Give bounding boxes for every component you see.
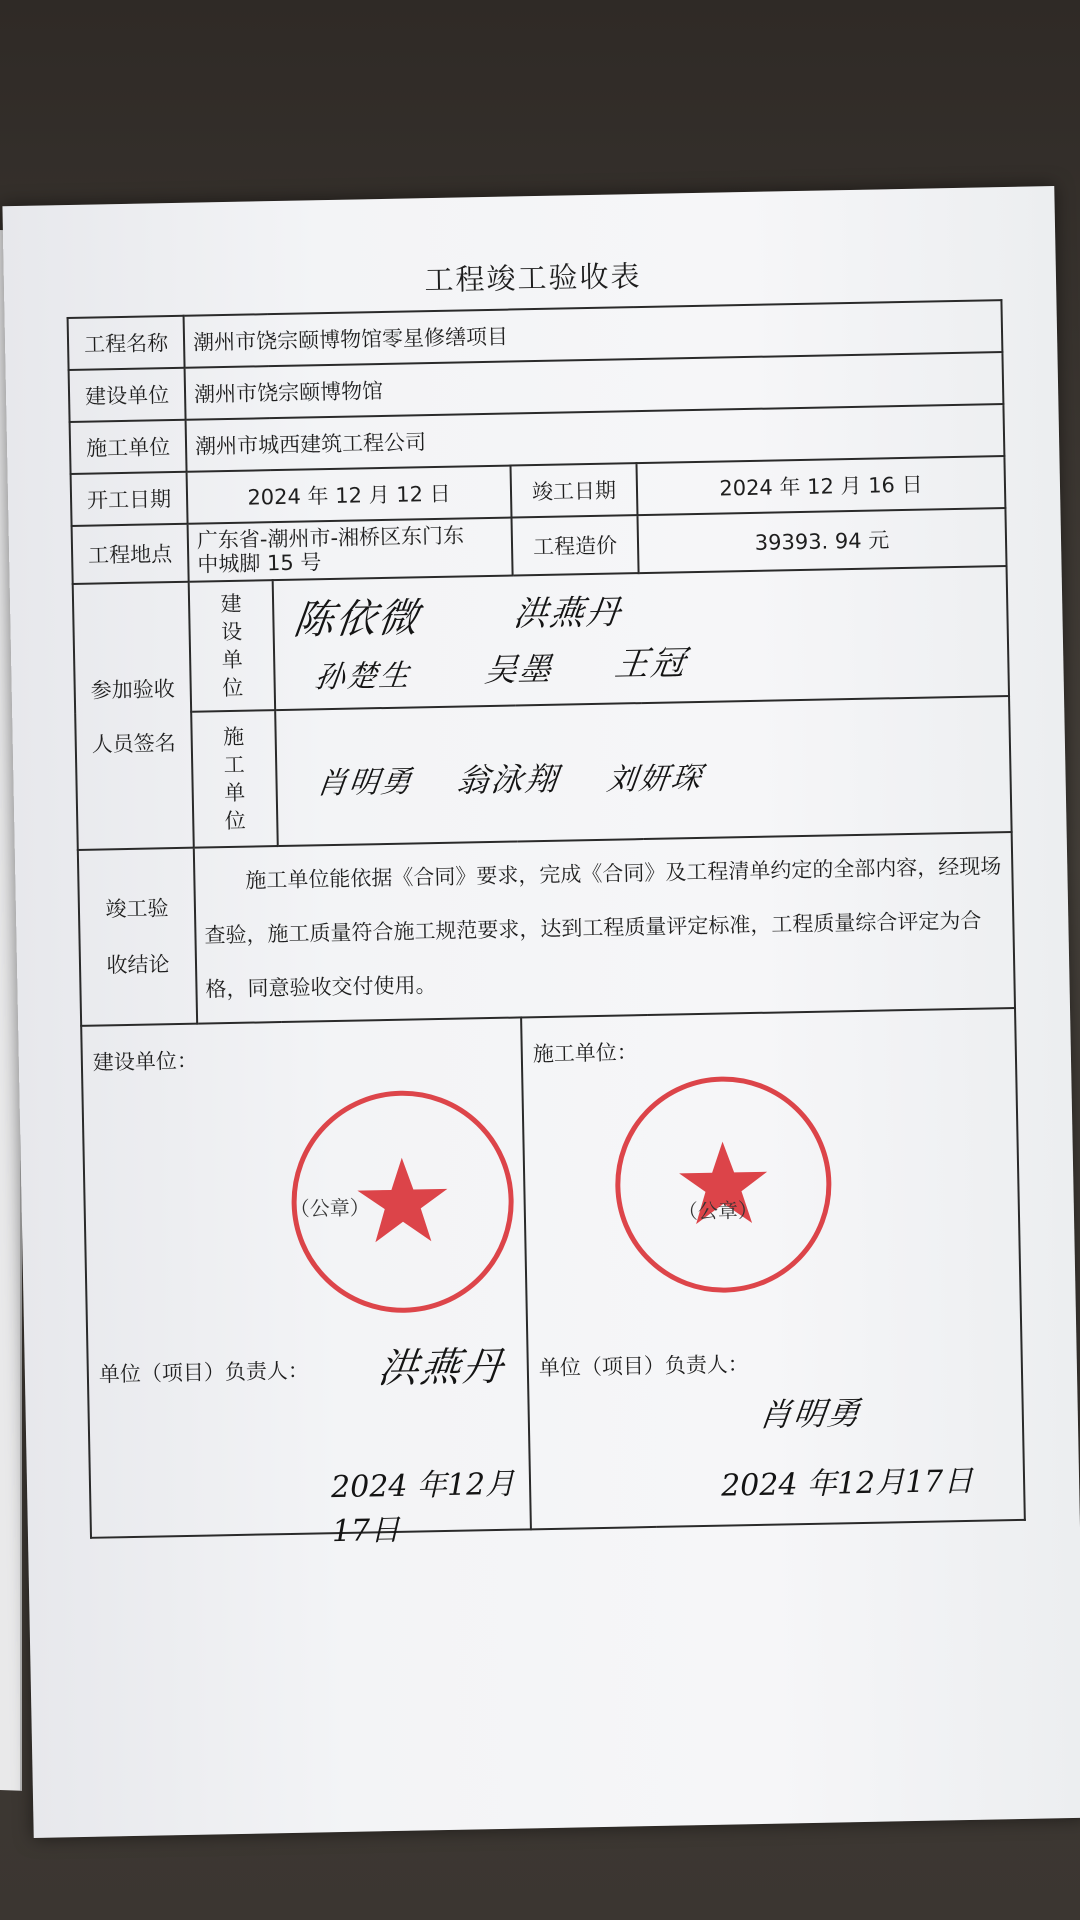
start-date-label: 开工日期 — [71, 472, 188, 526]
contractor-label: 施工单位 — [70, 420, 187, 474]
location-value — [188, 518, 513, 582]
conclusion-text: 施工单位能依据《合同》要求，完成《合同》及工程清单约定的全部内容，经现场查验，施工质量符合施工规范要求，达到工程质量评定标准，工程质量综合评定为合格，同意验收交付使用。 — [194, 832, 1015, 1024]
row-conclusion — [78, 832, 1015, 1026]
handwritten-signature: 王冠 — [612, 643, 690, 685]
acceptance-form — [66, 247, 1025, 1565]
row-signatures-contractor — [75, 696, 1011, 850]
handwritten-signature: 洪燕丹 — [511, 592, 625, 635]
contractor-side-vertical-label — [191, 710, 278, 848]
row-signatures-builder — [73, 566, 1009, 714]
cost-value: 39393. 94 元 — [637, 508, 1006, 573]
location-line-2: 中城脚 15 号 — [197, 550, 322, 577]
handwritten-signature: 吴墨 — [482, 649, 556, 690]
project-name-label: 工程名称 — [68, 316, 185, 370]
contractor-responsible-signature: 肖明勇 — [757, 1393, 864, 1434]
seal-star-icon — [618, 1080, 828, 1290]
document-page — [2, 186, 1080, 1838]
handwritten-signature: 孙楚生 — [312, 658, 414, 696]
contractor-value: 潮州市城西建筑工程公司 — [186, 404, 1005, 472]
contractor-official-seal — [613, 1075, 833, 1295]
cost-label: 工程造价 — [512, 515, 639, 575]
vert-char: 位 — [224, 808, 247, 834]
vert-char: 施 — [222, 724, 245, 750]
acceptance-table — [67, 299, 1026, 1550]
builder-label: 建设单位 — [69, 368, 186, 422]
conclusion-label-line-1: 竣工验 — [105, 896, 169, 922]
contractor-gongzhang-text: （公章） — [677, 1197, 759, 1224]
builder-seal-cell — [81, 1017, 531, 1550]
signature-label-line-1: 参加验收 — [90, 677, 175, 703]
contractor-seal-label: 施工单位： — [532, 1040, 639, 1067]
vert-char: 单 — [221, 647, 243, 673]
form-title: 工程竣工验收表 — [424, 258, 642, 298]
project-name-value: 潮州市饶宗颐博物馆零星修缮项目 — [184, 300, 1003, 368]
contractor-handwritten-date: 2024 年12月17日 — [720, 1463, 974, 1504]
vert-char: 设 — [220, 619, 243, 645]
contractor-responsible-label: 单位（项目）负责人： — [538, 1352, 750, 1381]
location-label: 工程地点 — [72, 524, 189, 584]
handwritten-signature: 陈依微 — [291, 595, 423, 644]
row-seals — [81, 1008, 1025, 1538]
builder-signatures — [273, 566, 1009, 710]
location-line-1: 广东省-潮州市-湘桥区东门东 — [196, 523, 465, 553]
vert-char: 位 — [221, 675, 244, 701]
builder-responsible-signature: 洪燕丹 — [375, 1343, 508, 1393]
end-date-value: 2024 年 12 月 16 日 — [636, 456, 1005, 515]
signature-section-label — [73, 582, 194, 850]
signature-label-line-2: 人员签名 — [91, 731, 176, 757]
vert-char: 单 — [224, 780, 246, 806]
builder-value: 潮州市饶宗颐博物馆 — [185, 352, 1004, 420]
conclusion-label-line-2: 收结论 — [106, 952, 170, 978]
conclusion-label — [78, 848, 197, 1026]
handwritten-signature: 刘妍琛 — [604, 760, 706, 798]
builder-seal-label: 建设单位： — [92, 1048, 199, 1075]
builder-responsible-label: 单位（项目）负责人： — [98, 1358, 310, 1387]
contractor-signatures — [275, 696, 1011, 846]
start-date-value: 2024 年 12 月 12 日 — [187, 466, 512, 524]
contractor-seal-cell — [521, 1008, 1025, 1529]
builder-side-vertical-label — [189, 580, 275, 712]
handwritten-signature: 翁泳翔 — [454, 759, 562, 800]
builder-handwritten-date: 2024 年12月17日 — [330, 1466, 516, 1550]
builder-gongzhang-text: （公章） — [289, 1195, 370, 1221]
end-date-label: 竣工日期 — [511, 463, 638, 517]
handwritten-signature: 肖明勇 — [314, 764, 416, 802]
vert-char: 工 — [223, 752, 245, 778]
vert-char: 建 — [220, 591, 242, 617]
